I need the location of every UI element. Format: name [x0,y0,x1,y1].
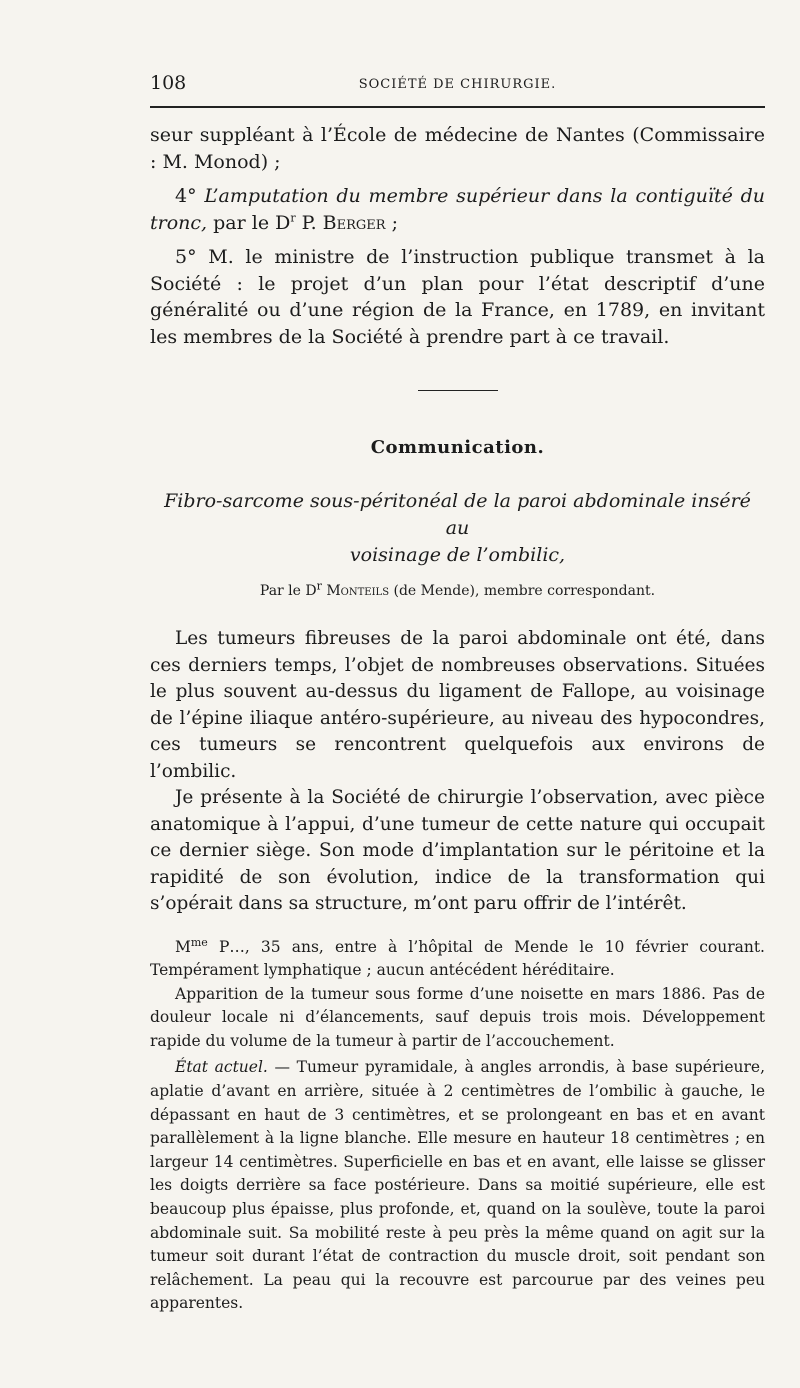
article-title-line-1: Fibro-sarcome sous-péritonéal de la paroi abdominale inséré au [164,490,751,539]
intro-paragraph-1: seur suppléant à l’École de médecine de Nantes (Commissaire : M. Monod) ; [150,124,765,173]
observation-text [150,936,765,1317]
item-title: L’amputation du membre supérieur dans la contiguïté du tronc, [150,185,766,234]
article-title [150,488,765,569]
etat-actuel-label: État actuel. [175,1058,268,1077]
etat-actuel-text: — Tumeur pyramidale, à angles arrondis, à base supérieure, aplatie d’avant en arrière, située à 2 centimètres de l’ombilic à gauche, le dépassant en haut de 3 centimètres, et se prolongeant en bas et en avant parallèlement à la ligne blanche. Elle mesure en hauteur 18 centimètres ; en largeur 14 centimètres. Superficielle en bas et en avant, elle laisse se glisser les doigts derrière sa face postérieure. Dans sa moitié supérieure, elle est beaucoup plus épaisse, plus profonde, et, quand on la soulève, toute la paroi abdominale suit. Sa mobilité reste à peu près la même quand on agit sur la tumeur soit durant l’état de contraction du muscle droit, soit pendant son relâchement. La peau qui la recouvre est parcourue par des veines peu apparentes. [150,1058,766,1313]
body-text [150,626,765,918]
section-heading: Communication. [370,437,545,458]
body-paragraph-2: Je présente à la Société de chirurgie l’observation, avec pièce anatomique à l’appui, d’une tumeur de cette nature qui occupait ce dernier siège. Son mode d’implantation sur le péritoine et la rapidité de son évolution, indice de la transformation qui s’opérait dans sa structure, m’ont paru offrir de l’intérêt. [150,787,765,914]
byline-sup: r [316,579,322,593]
body-paragraph-1: Les tumeurs fibreuses de la paroi abdominale ont été, dans ces derniers temps, l’objet de nombreuses observations. Situées le plus souvent au-dessus du ligament de Fallope, au voisinage de l’épine iliaque antéro-supérieure, au niveau des hypocondres, ces tumeurs se rencontrent quelquefois aux environs de l’ombilic. [150,628,765,782]
item-by: par le D [213,211,291,234]
header-rule [150,106,765,108]
byline-par: Par le D [259,583,317,599]
item-author: P. Berger ; [301,211,399,234]
page-number: 108 [150,72,187,94]
intro-paragraph-2 [150,183,765,236]
item-by-sup: r [290,211,296,225]
running-title: SOCIÉTÉ DE CHIRURGIE. [358,77,557,92]
byline [150,579,765,599]
byline-rest: (de Mende), membre correspondant. [393,583,656,599]
patient-title-sup: me [190,935,208,949]
intro-paragraph-3: 5° M. le ministre de l’instruction publique transmet à la Société : le projet d’un plan pour l’état descriptif d’une généralité ou d’une région de la France, en 1789, en invitant les membres de la Société à prendre part à ce travail. [150,246,765,348]
intro-block [150,122,765,350]
byline-author: Monteils [326,583,390,599]
patient-title: M [175,937,191,956]
item-number: 4° [175,185,197,207]
observation-paragraph-3 [150,1056,765,1316]
patient-details: P…, 35 ans, entre à l’hôpital de Mende le 10 février courant. Tempérament lymphatique ; aucun antécédent héréditaire. [150,937,765,980]
page [150,70,765,1316]
article-title-line-2: voisinage de l’ombilic, [349,544,566,566]
observation-paragraph-2: Apparition de la tumeur sous forme d’une noisette en mars 1886. Pas de douleur locale ni d’élancements, sauf depuis trois mois. Développement rapide du volume de la tumeur à partir de l’accouchement. [150,984,765,1050]
section-divider [418,390,498,391]
running-head [150,70,765,100]
observation-paragraph-1 [150,936,765,983]
